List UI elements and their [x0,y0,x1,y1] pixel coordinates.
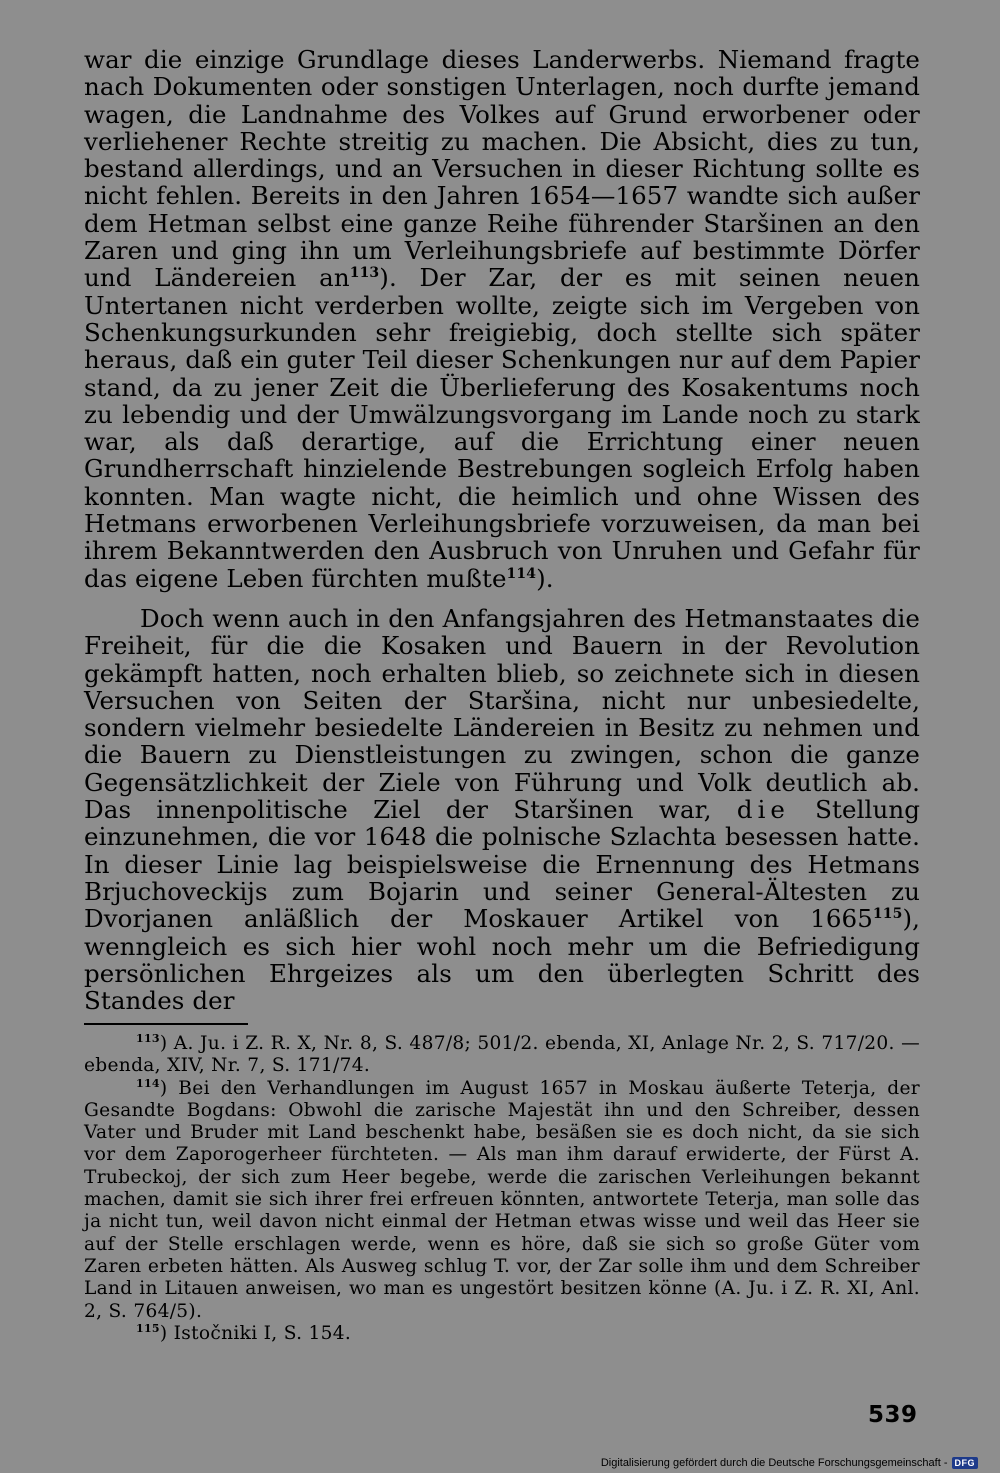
footnotes [84,1033,920,1345]
dfg-logo: DFG [952,1457,979,1469]
main-text [84,46,920,1014]
footnote-reference[interactable]: 115 [872,906,903,923]
footnote: $^{114}$) Bei den Verhandlungen im August 1657 in Moskau äußerte Teterja, der Gesandte Bogdans: Obwohl die zarische Majestät ihn und den Schreiber, dessen Vater und Bruder mit Land beschenkt habe, besäßen sie es doch nicht, da sie sich vor dem Zaporogerheer fürchteten. — Als man ihm darauf erwiderte, der Fürst A. Trubeckoj, der sich zum Heer begebe, werde die zarischen Verleihungen bekannt machen, damit sie sich ihrer frei erfreuen könnten, antwortete Teterja, man solle das ja nicht tun, weil davon nicht einmal der Hetman etwas wisse und weil das Heer sie auf der Stelle erschlagen werde, wenn es höre, daß sie sich so große Güter vom Zaren erbeten hätten. Als Ausweg schlug T. vor, der Zar solle ihm und dem Schreiber Land in Litauen anweisen, wo man es ungestört besitzen könne (A. Ju. i Z. R. XI, Anl. 2, S. 764/5). [84,1076,920,1322]
credit-text: Digitalisierung gefördert durch die Deutsche Forschungsgemeinschaft - [600,1457,948,1469]
footnote-reference[interactable]: 114 [506,565,537,582]
paragraph: war die einzige Grundlage dieses Landerwerbs. Niemand fragte nach Dokumenten oder sonstigen Unterlagen, noch durfte jemand wagen, die Landnahme des Volkes auf Grund erworbener oder verliehener Rechte streitig zu machen. Die Absicht, dies zu tun, bestand allerdings, und an Versuchen in dieser Richtung sollte es nicht fehlen. Bereits in den Jahren 1654—1657 wandte sich außer dem Hetman selbst eine ganze Reihe führender Staršinen an den Zaren und ging ihn um Verleihungsbriefe auf bestimmte Dörfer und Ländereien $an^{113}$). Der Zar, der es mit seinen neuen Untertanen nicht verderben wollte, zeigte sich im Vergeben von Schenkungsurkunden sehr freigiebig, doch stellte sich später heraus, daß ein guter Teil dieser Schenkungen nur auf dem Papier stand, da zu jener Zeit die Überlieferung des Kosakentums noch zu lebendig und der Umwälzungsvorgang im Lande noch zu stark war, als daß derartige, auf die Errichtung einer neuen Grundherrschaft hinzielende Bestrebungen sogleich Erfolg haben konnten. Man wagte nicht, die heimlich und ohne Wissen des Hetmans erworbenen Verleihungsbriefe vorzuweisen, da man bei ihrem Bekanntwerden den Ausbruch von Unruhen und Gefahr für das eigene Leben fürchten mußte$^{114}$). [84,45,920,593]
footnote-reference[interactable]: 113 [349,265,380,282]
footnote: $^{113}$) A. Ju. i Z. R. X, Nr. 8, S. 487/8; 501/2. ebenda, XI, Anlage Nr. 2, S. 717/20. — ebenda, XIV, Nr. 7, S. 171/74. [84,1031,920,1077]
footnote-mark: 115 [136,1321,160,1335]
footnote: $^{115}$) Istočniki I, S. 154. [136,1321,352,1344]
emphasized-word: die [736,795,790,825]
page-number: 539 [868,1402,918,1428]
footnote-mark: 113 [136,1031,160,1045]
footnote-mark: 114 [136,1076,160,1090]
digitization-credit [601,1457,978,1469]
footnote-divider [84,1023,248,1025]
paragraph: Doch wenn auch in den Anfangsjahren des Hetmanstaates die Freiheit, für die die Kosaken und Bauern in der Revolution gekämpft hatten, noch erhalten blieb, so zeichnete sich in diesen Versuchen von Seiten der Staršina, nicht nur unbesiedelte, sondern vielmehr besiedelte Ländereien in Besitz zu nehmen und die Bauern zu Dienstleistungen zu zwingen, schon die ganze Gegensätzlichkeit der Ziele von Führung und Volk deutlich ab. Das innenpolitische Ziel der Staršinen war, die Stellung einzunehmen, die vor 1648 die polnische Szlachta besessen hatte. In dieser Linie lag beispielsweise die Ernennung des Hetmans Brjuchoveckijs zum Bojarin und seiner General-Ältesten zu Dvorjanen anläßlich der Moskauer Artikel von 1665$^{115}$), wenngleich es sich hier wohl noch mehr um die Befriedigung persönlichen Ehrgeizes als um den überlegten Schritt des Standes der [84,603,920,1016]
